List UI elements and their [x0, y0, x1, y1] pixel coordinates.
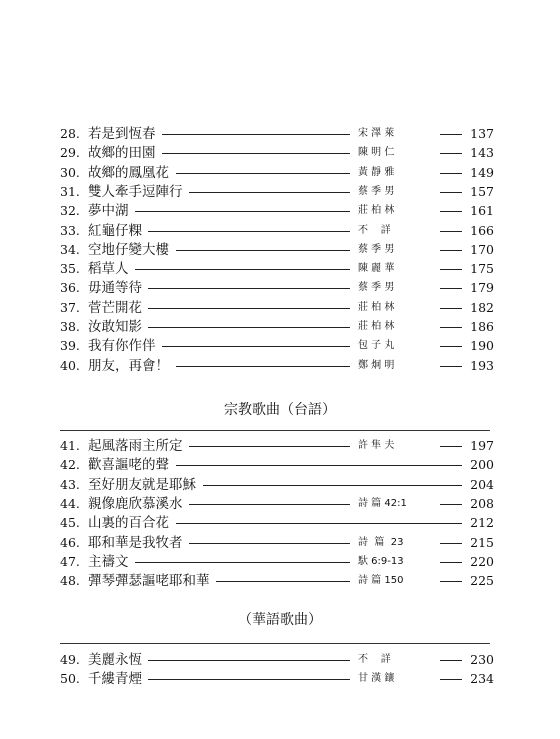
dotted-leader — [148, 231, 350, 232]
entry-number: 34. — [60, 241, 80, 257]
toc-entry — [0, 143, 560, 163]
toc-entry — [0, 278, 560, 298]
entry-author: 詩 篇 23 — [358, 536, 404, 548]
entry-number: 44. — [60, 495, 80, 511]
entry-number: 46. — [60, 534, 80, 550]
entry-title: 我有你作伴 — [88, 338, 156, 355]
entry-page-number: 230 — [470, 652, 494, 667]
entry-title: 親像鹿欣慕溪水 — [88, 495, 183, 512]
dotted-leader — [440, 231, 462, 232]
toc-entry — [0, 475, 560, 495]
entry-number: 33. — [60, 222, 80, 238]
entry-page-number: 215 — [470, 534, 494, 550]
dotted-leader — [176, 523, 462, 524]
entry-number: 35. — [60, 261, 80, 277]
entry-author: 不 詳 — [358, 224, 391, 236]
dotted-leader — [176, 465, 462, 466]
entry-number: 48. — [60, 573, 80, 589]
entry-page-number: 234 — [470, 671, 494, 687]
dotted-leader — [440, 504, 462, 505]
section-top-rule — [60, 430, 490, 431]
entry-page-number: 170 — [470, 241, 494, 257]
dotted-leader — [189, 192, 350, 193]
dotted-leader — [176, 250, 350, 251]
entry-page-number: 220 — [470, 553, 494, 569]
toc-entry — [0, 494, 560, 514]
entry-number: 39. — [60, 338, 80, 354]
entry-author: 黃 靜 雅 — [358, 166, 395, 178]
entry-title: 空地仔變大樓 — [88, 241, 169, 258]
dotted-leader — [440, 660, 462, 661]
dotted-leader — [148, 327, 350, 328]
dotted-leader — [162, 134, 350, 135]
entry-number: 31. — [60, 183, 80, 199]
dotted-leader — [440, 211, 462, 212]
entry-author: 甘 漢 鑲 — [358, 673, 395, 685]
entry-page-number: 166 — [470, 222, 494, 238]
entry-page-number: 157 — [470, 183, 494, 199]
toc-entry — [0, 298, 560, 318]
toc-entry — [0, 182, 560, 202]
entry-title: 美麗永恆 — [88, 652, 142, 668]
toc-entry — [0, 436, 560, 456]
dotted-leader — [440, 153, 462, 154]
entry-author: 陳 麗 華 — [358, 263, 395, 275]
entry-page-number: 182 — [470, 299, 494, 315]
entry-author: 鄭 炯 明 — [358, 359, 395, 371]
dotted-leader — [189, 446, 350, 447]
dotted-leader — [148, 679, 350, 680]
dotted-leader — [440, 562, 462, 563]
toc-entry — [0, 259, 560, 279]
dotted-leader — [440, 250, 462, 251]
entry-title: 彈琴彈瑟謳咾耶和華 — [88, 573, 210, 590]
entry-number: 50. — [60, 671, 80, 687]
toc-entry — [0, 317, 560, 337]
entry-page-number: 208 — [470, 495, 494, 511]
section-top-rule — [60, 643, 490, 644]
entry-title: 若是到恆春 — [88, 126, 156, 142]
entry-number: 38. — [60, 319, 80, 334]
entry-number: 42. — [60, 457, 80, 473]
entry-page-number: 212 — [470, 515, 494, 531]
entry-title: 夢中湖 — [88, 203, 129, 220]
entry-author: 詩 篇 150 — [358, 575, 404, 587]
entry-title: 山裏的百合花 — [88, 515, 169, 532]
toc-entry — [0, 201, 560, 221]
entry-author: 不 詳 — [358, 654, 391, 665]
entry-author: 馱 6:9-13 — [358, 555, 404, 567]
toc-entry — [0, 650, 560, 670]
entry-title: 菅芒開花 — [88, 299, 142, 316]
entry-page-number: 137 — [470, 126, 494, 141]
dotted-leader — [440, 446, 462, 447]
entry-number: 29. — [60, 145, 80, 161]
dotted-leader — [440, 308, 462, 309]
toc-entry — [0, 221, 560, 241]
dotted-leader — [440, 581, 462, 582]
dotted-leader — [189, 504, 350, 505]
dotted-leader — [162, 153, 350, 154]
toc-entry — [0, 163, 560, 183]
entry-page-number: 161 — [470, 203, 494, 219]
dotted-leader — [440, 134, 462, 135]
entry-author: 莊 柏 林 — [358, 321, 395, 332]
dotted-leader — [148, 288, 350, 289]
entry-title: 歡喜謳咾的聲 — [88, 457, 169, 474]
dotted-leader — [176, 173, 350, 174]
entry-title: 千縷青煙 — [88, 671, 142, 688]
dotted-leader — [148, 308, 350, 309]
entry-number: 36. — [60, 280, 80, 296]
dotted-leader — [162, 346, 350, 347]
entry-author: 蔡 季 男 — [358, 243, 395, 255]
entry-page-number: 179 — [470, 280, 494, 296]
entry-author: 莊 柏 林 — [358, 205, 395, 217]
entry-number: 49. — [60, 652, 80, 667]
entry-page-number: 186 — [470, 319, 494, 334]
entry-number: 28. — [60, 126, 80, 141]
entry-page-number: 204 — [470, 476, 494, 492]
entry-number: 47. — [60, 553, 80, 569]
toc-entry — [0, 336, 560, 356]
toc-entry — [0, 571, 560, 591]
entry-title: 朋友，再會！ — [88, 357, 169, 374]
entry-page-number: 200 — [470, 457, 494, 473]
dotted-leader — [216, 581, 350, 582]
toc-entry — [0, 513, 560, 533]
entry-page-number: 149 — [470, 164, 494, 180]
dotted-leader — [148, 660, 350, 661]
entry-title: 耶和華是我牧者 — [88, 534, 183, 551]
entry-title: 主禱文 — [88, 553, 129, 570]
entry-number: 43. — [60, 476, 80, 492]
dotted-leader — [440, 269, 462, 270]
entry-page-number: 225 — [470, 573, 494, 589]
entry-author: 包 子 丸 — [358, 340, 395, 352]
dotted-leader — [440, 346, 462, 347]
toc-entry — [0, 533, 560, 553]
section-heading-mandarin: （華語歌曲） — [238, 612, 322, 628]
entry-page-number: 143 — [470, 145, 494, 161]
section-heading-religious: 宗教歌曲（台語） — [224, 402, 336, 418]
toc-entry — [0, 552, 560, 572]
dotted-leader — [440, 679, 462, 680]
entry-title: 毋通等待 — [88, 280, 142, 297]
entry-number: 32. — [60, 203, 80, 219]
toc-entry — [0, 669, 560, 689]
dotted-leader — [203, 485, 462, 486]
dotted-leader — [440, 192, 462, 193]
dotted-leader — [440, 327, 462, 328]
entry-title: 汝敢知影 — [88, 319, 142, 335]
dotted-leader — [176, 366, 350, 367]
dotted-leader — [135, 211, 350, 212]
entry-title: 紅龜仔粿 — [88, 222, 142, 239]
entry-number: 41. — [60, 438, 80, 453]
entry-author: 陳 明 仁 — [358, 147, 395, 159]
entry-page-number: 197 — [470, 438, 494, 453]
entry-page-number: 175 — [470, 261, 494, 277]
entry-number: 45. — [60, 515, 80, 531]
toc-entry — [0, 240, 560, 260]
entry-number: 37. — [60, 299, 80, 315]
dotted-leader — [440, 173, 462, 174]
dotted-leader — [440, 366, 462, 367]
entry-author: 蔡 季 男 — [358, 282, 395, 294]
entry-title: 稻草人 — [88, 261, 129, 278]
entry-author: 宋 澤 萊 — [358, 128, 395, 139]
entry-page-number: 193 — [470, 357, 494, 373]
entry-author: 蔡 季 男 — [358, 185, 395, 197]
entry-title: 至好朋友就是耶穌 — [88, 476, 196, 493]
entry-number: 30. — [60, 164, 80, 180]
entry-title: 雙人牽手逗陣行 — [88, 183, 183, 200]
dotted-leader — [440, 288, 462, 289]
entry-title: 故鄉的鳳凰花 — [88, 164, 169, 181]
dotted-leader — [135, 562, 350, 563]
dotted-leader — [189, 543, 350, 544]
dotted-leader — [135, 269, 350, 270]
entry-page-number: 190 — [470, 338, 494, 354]
entry-author: 許 隼 夫 — [358, 440, 395, 451]
entry-number: 40. — [60, 357, 80, 373]
toc-entry — [0, 455, 560, 475]
toc-entry — [0, 356, 560, 376]
dotted-leader — [440, 543, 462, 544]
toc-entry — [0, 124, 560, 144]
entry-author: 詩 篇 42:1 — [358, 497, 407, 509]
entry-title: 故鄉的田園 — [88, 145, 156, 162]
entry-author: 莊 柏 林 — [358, 301, 395, 313]
entry-title: 起風落雨主所定 — [88, 438, 183, 454]
